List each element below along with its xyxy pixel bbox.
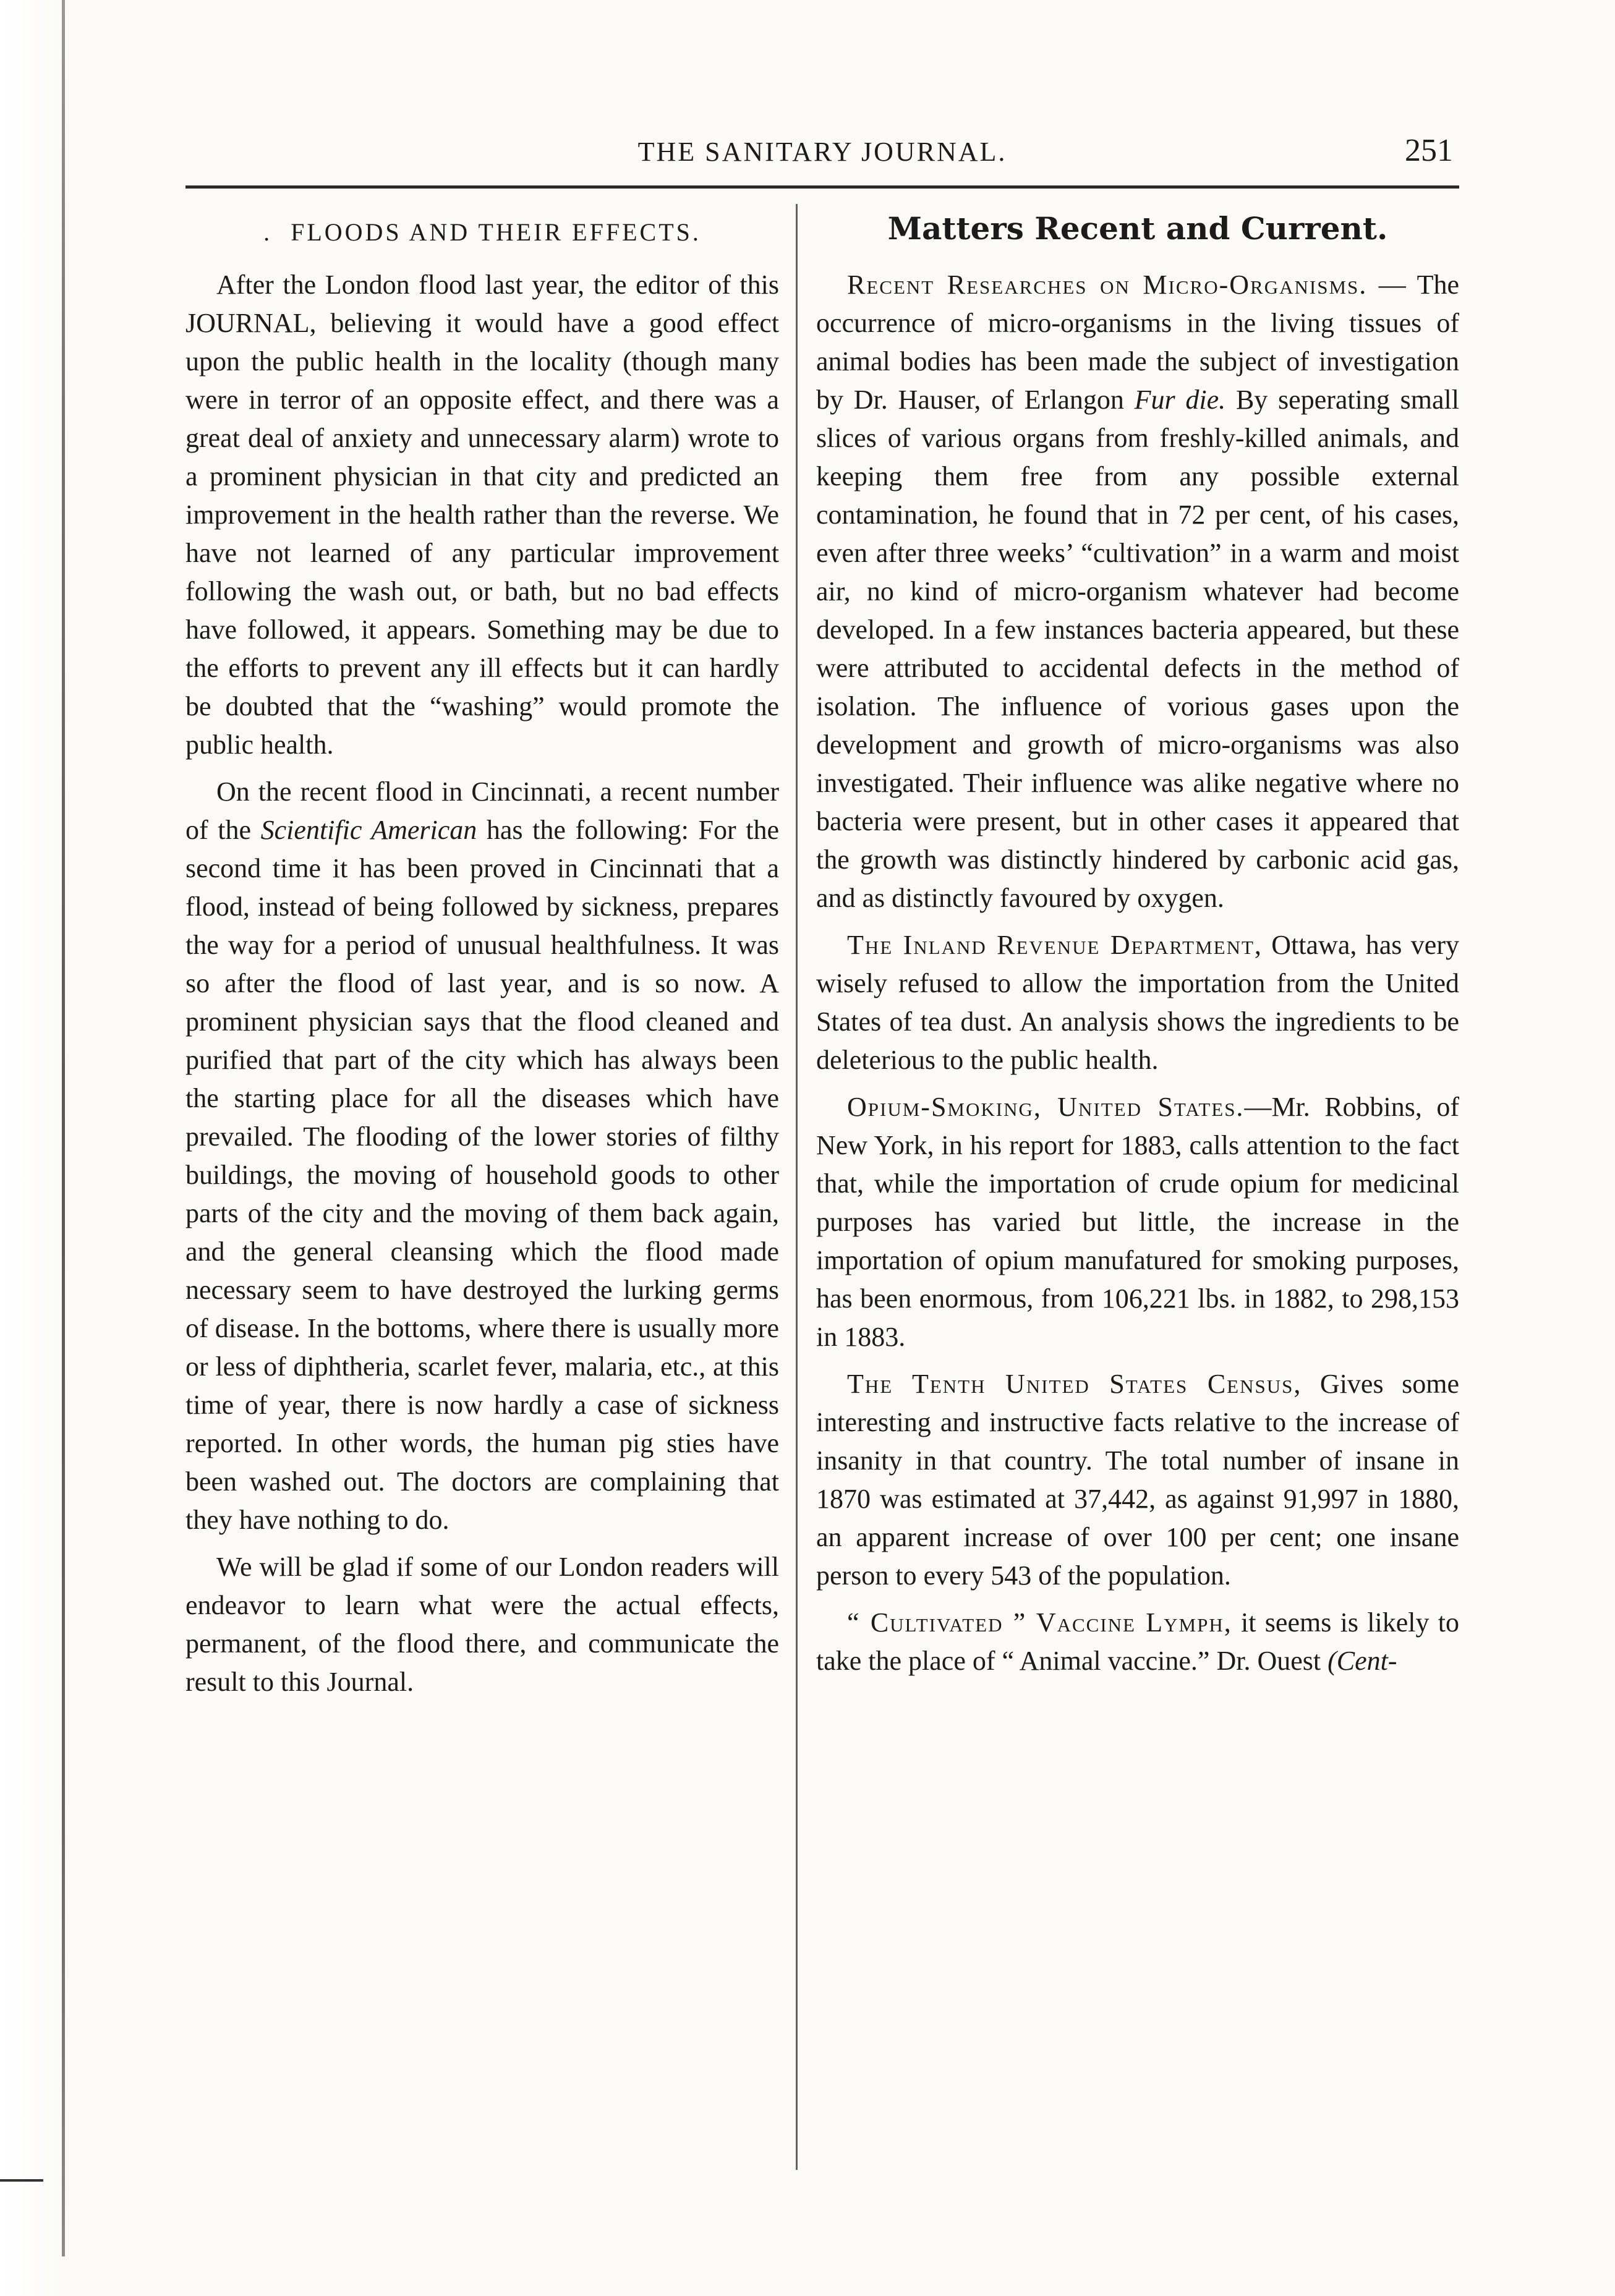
article-paragraph: After the London flood last year, the editor of this JOURNAL, believing it would have a good effect upon the public health in the locality (though many were in terror of an opposite effect, and there was a great deal of anxiety and unnecessary alarm) wrote to a prominent physician in that city and predicted an improvement in the health rather than the reverse. We have not learned of any particular improvement following the wash out, or bath, but no bad effects have followed, it appears. Something may be due to the efforts to prevent any ill effects but it can hardly be doubted that the “washing” would promote the public health.: [185, 270, 779, 760]
section-title-text: FLOODS AND THEIR EFFECTS.: [291, 218, 701, 246]
header-rule: [185, 185, 1459, 189]
running-head: THE SANITARY JOURNAL.: [637, 137, 1007, 167]
news-item: [816, 1604, 1459, 1680]
news-item-lead: The Inland Revenue Department,: [847, 930, 1263, 960]
article-paragraph: [185, 773, 779, 1539]
news-item: [816, 1088, 1459, 1356]
left-column: [185, 210, 779, 1710]
news-item-text: By seperating small slices of various organs from freshly-killed animals, and keeping them free from any possible external contamination, he found that in 72 per cent, of his cases, even after three weeks’ “cultivation” in a warm and moist air, no kind of micro-organism whatever had become developed. In a few instances bacteria appeared, but these were attributed to accidental defects in the method of isolation. The influence of vorious gases upon the development and growth of micro-organisms was also investigated. Their influence was alike negative where no bacteria were present, but in other cases it appeared that the growth was distinctly hindered by carbonic acid gas, and as distinctly favoured by oxygen.: [816, 385, 1459, 913]
news-item-lead: The Tenth United States Census,: [847, 1369, 1302, 1399]
news-item-lead: “ Cultivated ” Vaccine Lymph,: [847, 1607, 1232, 1638]
page-header: [185, 133, 1459, 179]
page-number: 251: [1405, 133, 1453, 168]
news-item-text: it seems is likely to take the place of “ Animal vaccine.” Dr. Ouest: [816, 1607, 1459, 1676]
news-item: [816, 926, 1459, 1079]
right-column: [816, 210, 1459, 1689]
news-item-lead: Recent Researches on Micro-Organisms.: [847, 270, 1368, 300]
news-item-italic: Fur die.: [1134, 385, 1226, 415]
news-item: [816, 1365, 1459, 1595]
news-item-text: Ottawa, has very wisely refused to allow the importation from the United States of tea dust. An analysis shows the ingredients to be deleterious to the public health.: [816, 930, 1459, 1075]
section-title-floods: [185, 218, 779, 249]
binding-mark: [0, 2179, 43, 2182]
news-item-italic: (Cent-: [1327, 1646, 1397, 1676]
section-title-matters: Matters Recent and Current.: [887, 210, 1388, 247]
article-paragraph: We will be glad if some of our London readers will endeavor to learn what were the actual effects, permanent, of the flood there, and communicate the result to this Journal.: [185, 1552, 779, 1697]
news-item-text: —Mr. Robbins, of New York, in his report for 1883, calls attention to the fact that, while the importation of crude opium for medicinal purposes has varied but little, the increase in the importation of opium manufatured for smoking purposes, has been enormous, from 106,221 lbs. in 1882, to 298,153 in 1883.: [816, 1092, 1459, 1352]
news-item-text: — The occurrence of micro-organisms in the living tissues of animal bodies has been made the subject of investigation by Dr. Hauser, of Erlangon: [816, 270, 1459, 415]
news-item: [816, 266, 1459, 917]
paragraph-text: On the recent flood in Cincinnati, a recent number of the: [185, 776, 779, 845]
news-item-text: Gives some interesting and instructive facts relative to the increase of insanity in that country. The total number of insane in 1870 was estimated at 37,442, as against 91,997 in 1880, an apparent increase of over 100 per cent; one insane person to every 543 of the population.: [816, 1369, 1460, 1591]
column-divider: [796, 204, 798, 2170]
paragraph-text: has the following: For the second time it has been proved in Cincinnati that a flood, instead of being followed by sickness, prepares the way for a period of unusual healthfulness. It was so after the flood of last year, and is so now. A prominent physician says that the flood cleaned and purified that part of the city which has always been the starting place for all the diseases which have prevailed. The flooding of the lower stories of filthy buildings, the moving of household goods to other parts of the city and the moving of them back again, and the general cleansing which the flood made necessary seem to have destroyed the lurking germs of disease. In the bottoms, where there is usually more or less of diphtheria, scarlet fever, malaria, etc., at this time of year, there is now hardly a case of sickness reported. In other words, the human pig sties have been washed out. The doctors are complaining that they have nothing to do.: [185, 815, 779, 1535]
publication-title: Scientific American: [260, 815, 477, 845]
bullet-dot-icon: .: [263, 218, 273, 246]
binding-shadow-line: [62, 0, 65, 2256]
news-item-lead: Opium-Smoking, United States.: [847, 1092, 1245, 1122]
